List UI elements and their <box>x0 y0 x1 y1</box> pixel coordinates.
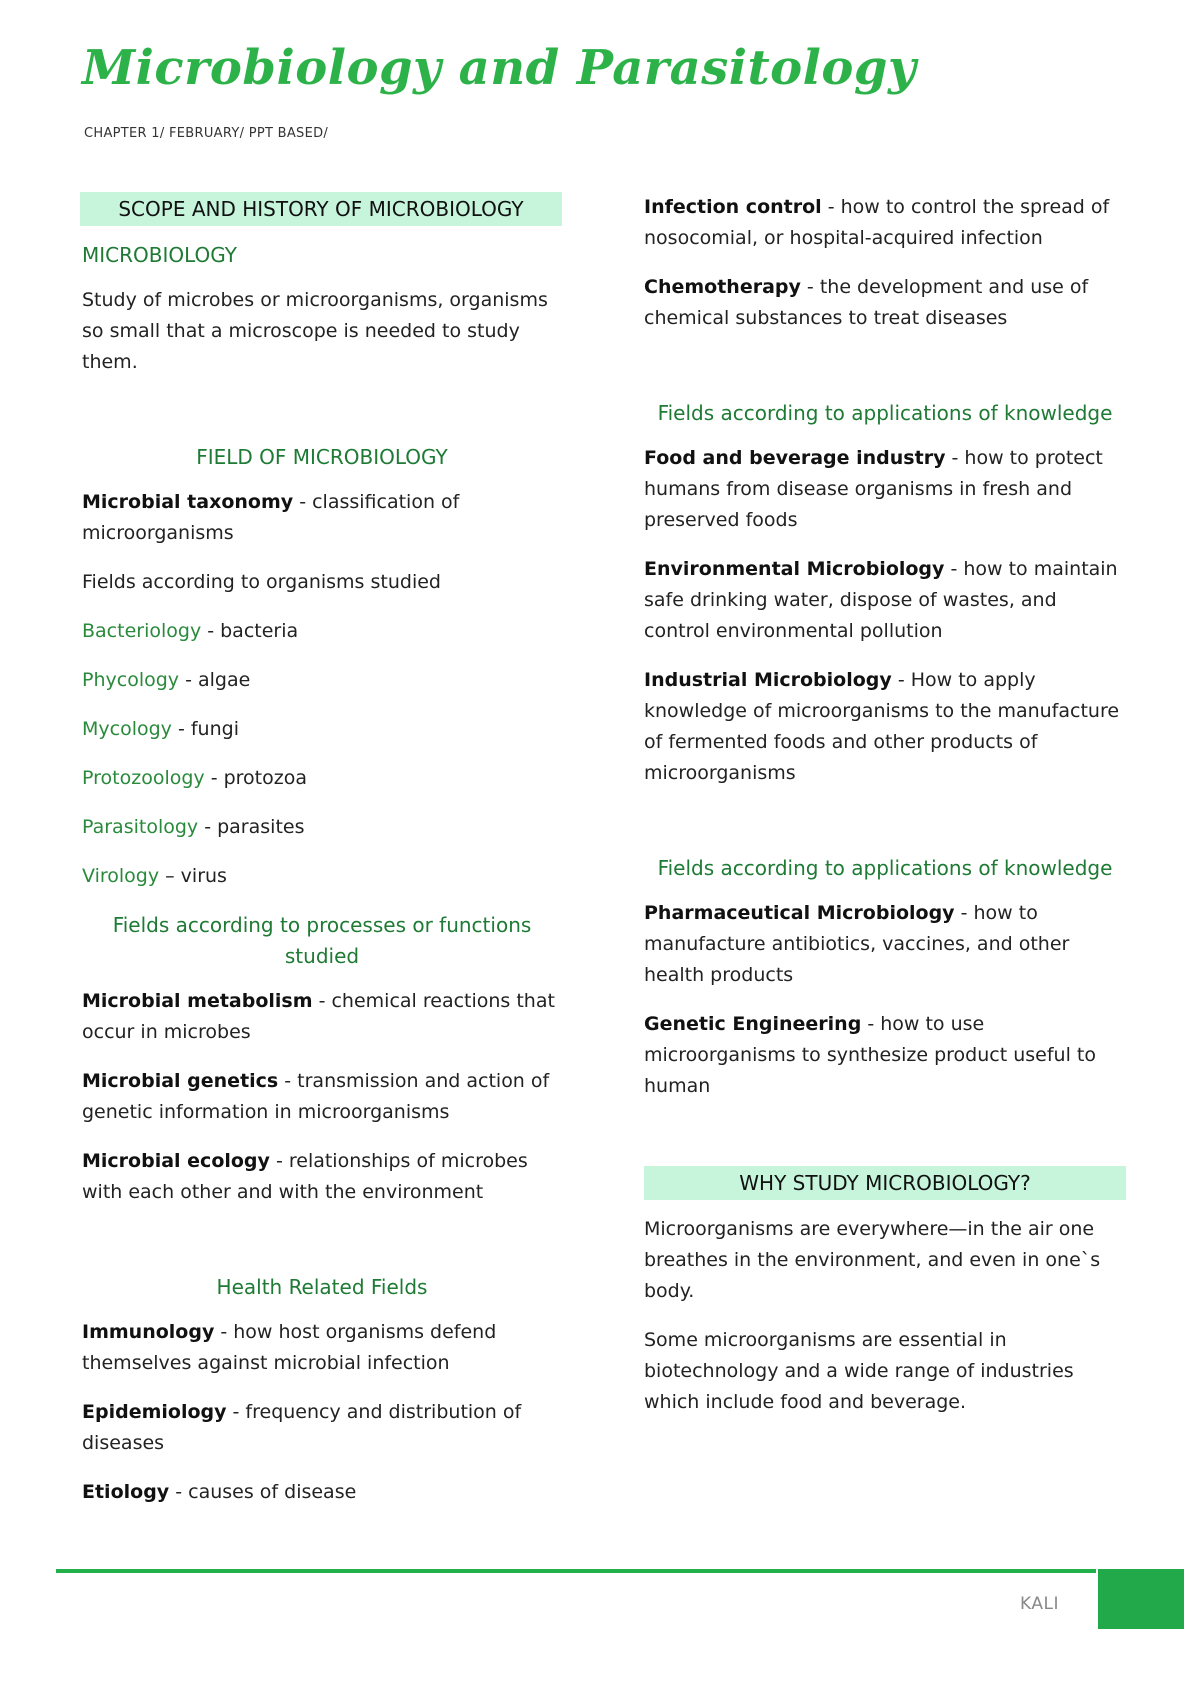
field-entry-bacteriology <box>82 616 562 647</box>
entry-term: Food and beverage industry <box>644 447 946 469</box>
entry-desc: - algae <box>179 669 251 691</box>
entry-desc: - How to apply knowledge of microorganisms to the manufacture of fermented foods and other products of microorganisms <box>644 669 1120 784</box>
field-entry-etiology <box>82 1477 562 1508</box>
field-entry-genetic-engineering <box>644 1009 1126 1102</box>
entry-desc: - how to protect humans from disease organisms in fresh and preserved foods <box>644 447 1103 531</box>
field-entry-metabolism <box>82 986 562 1048</box>
field-entry-phycology <box>82 665 562 696</box>
entry-term: Infection control <box>644 196 822 218</box>
footer-accent-block <box>1098 1569 1184 1629</box>
entry-desc: – virus <box>159 865 227 887</box>
document-subtitle: CHAPTER 1/ FEBRUARY/ PPT BASED/ <box>84 126 329 141</box>
entry-desc: - how to control the spread of nosocomial, or hospital-acquired infection <box>644 196 1110 249</box>
entry-term: Genetic Engineering <box>644 1013 862 1035</box>
entry-desc: - transmission and action of genetic information in microorganisms <box>82 1070 550 1123</box>
field-entry-protozoology <box>82 763 562 794</box>
processes-heading: Fields according to processes or functions studied <box>112 913 532 968</box>
entry-desc: - relationships of microbes with each other and with the environment <box>82 1150 528 1203</box>
field-entry-ecology <box>82 1146 562 1208</box>
entry-term: Etiology <box>82 1481 170 1503</box>
field-entry-chemotherapy <box>644 272 1126 334</box>
field-entry-industrial <box>644 665 1126 789</box>
applications-heading-1: Fields according to applications of knowledge <box>657 401 1113 425</box>
entry-desc: - fungi <box>171 718 239 740</box>
entry-desc: - how to manufacture antibiotics, vaccines, and other health products <box>644 902 1070 986</box>
field-entry-infection-control <box>644 192 1126 254</box>
field-entry-food-beverage <box>644 443 1126 536</box>
field-entry-epidemiology <box>82 1397 562 1459</box>
entry-term: Microbial taxonomy <box>82 491 294 513</box>
entry-term: Microbial genetics <box>82 1070 279 1092</box>
footer-rule <box>56 1569 1096 1573</box>
entry-desc: - how to use microorganisms to synthesize product useful to human <box>644 1013 1096 1097</box>
entry-desc: - how to maintain safe drinking water, dispose of wastes, and control environmental pollution <box>644 558 1118 642</box>
field-heading: FIELD OF MICROBIOLOGY <box>196 445 448 469</box>
entry-term: Environmental Microbiology <box>644 558 945 580</box>
microbiology-definition: Study of microbes or microorganisms, organisms so small that a microscope is needed to study them. <box>82 289 548 373</box>
entry-term: Chemotherapy <box>644 276 801 298</box>
field-entry-taxonomy <box>82 487 562 549</box>
field-entry-pharmaceutical <box>644 898 1126 991</box>
field-entry-virology <box>82 861 562 892</box>
entry-desc: - the development and use of chemical substances to treat diseases <box>644 276 1089 329</box>
section-band-why: WHY STUDY MICROBIOLOGY? <box>644 1166 1126 1200</box>
entry-term: Microbial ecology <box>82 1150 270 1172</box>
entry-desc: - chemical reactions that occur in microbes <box>82 990 555 1043</box>
entry-desc: - causes of disease <box>169 1481 357 1503</box>
entry-desc: - how host organisms defend themselves against microbial infection <box>82 1321 497 1374</box>
document-title: Microbiology and Parasitology <box>82 40 917 96</box>
right-column <box>644 192 1126 1436</box>
entry-term: Phycology <box>82 669 180 691</box>
field-entry-immunology <box>82 1317 562 1379</box>
why-paragraph: Some microorganisms are essential in biotechnology and a wide range of industries which include food and beverage. <box>644 1329 1074 1413</box>
microbiology-heading: MICROBIOLOGY <box>82 243 238 267</box>
entry-term: Bacteriology <box>82 620 202 642</box>
entry-term: Immunology <box>82 1321 215 1343</box>
entry-term: Pharmaceutical Microbiology <box>644 902 955 924</box>
section-band-scope: SCOPE AND HISTORY OF MICROBIOLOGY <box>80 192 562 226</box>
entry-term: Epidemiology <box>82 1401 227 1423</box>
entry-term: Microbial metabolism <box>82 990 313 1012</box>
entry-term: Protozoology <box>82 767 205 789</box>
organisms-studied-text: Fields according to organisms studied <box>82 571 441 593</box>
entry-term: Industrial Microbiology <box>644 669 892 691</box>
entry-desc: - protozoa <box>204 767 307 789</box>
field-entry-environmental <box>644 554 1126 647</box>
entry-desc: - parasites <box>198 816 305 838</box>
entry-term: Virology <box>82 865 160 887</box>
field-entry-genetics <box>82 1066 562 1128</box>
entry-desc: - frequency and distribution of diseases <box>82 1401 522 1454</box>
footer-label: KALI <box>1020 1594 1059 1614</box>
field-entry-mycology <box>82 714 562 745</box>
applications-heading-2: Fields according to applications of knowledge <box>657 856 1113 880</box>
entry-term: Parasitology <box>82 816 199 838</box>
health-heading: Health Related Fields <box>216 1275 428 1299</box>
entry-desc: - classification of microorganisms <box>82 491 460 544</box>
entry-term: Mycology <box>82 718 172 740</box>
why-paragraph: Microorganisms are everywhere—in the air one breathes in the environment, and even in one`s body. <box>644 1218 1101 1302</box>
field-entry-parasitology <box>82 812 562 843</box>
entry-desc: - bacteria <box>201 620 299 642</box>
left-column <box>82 192 562 1526</box>
